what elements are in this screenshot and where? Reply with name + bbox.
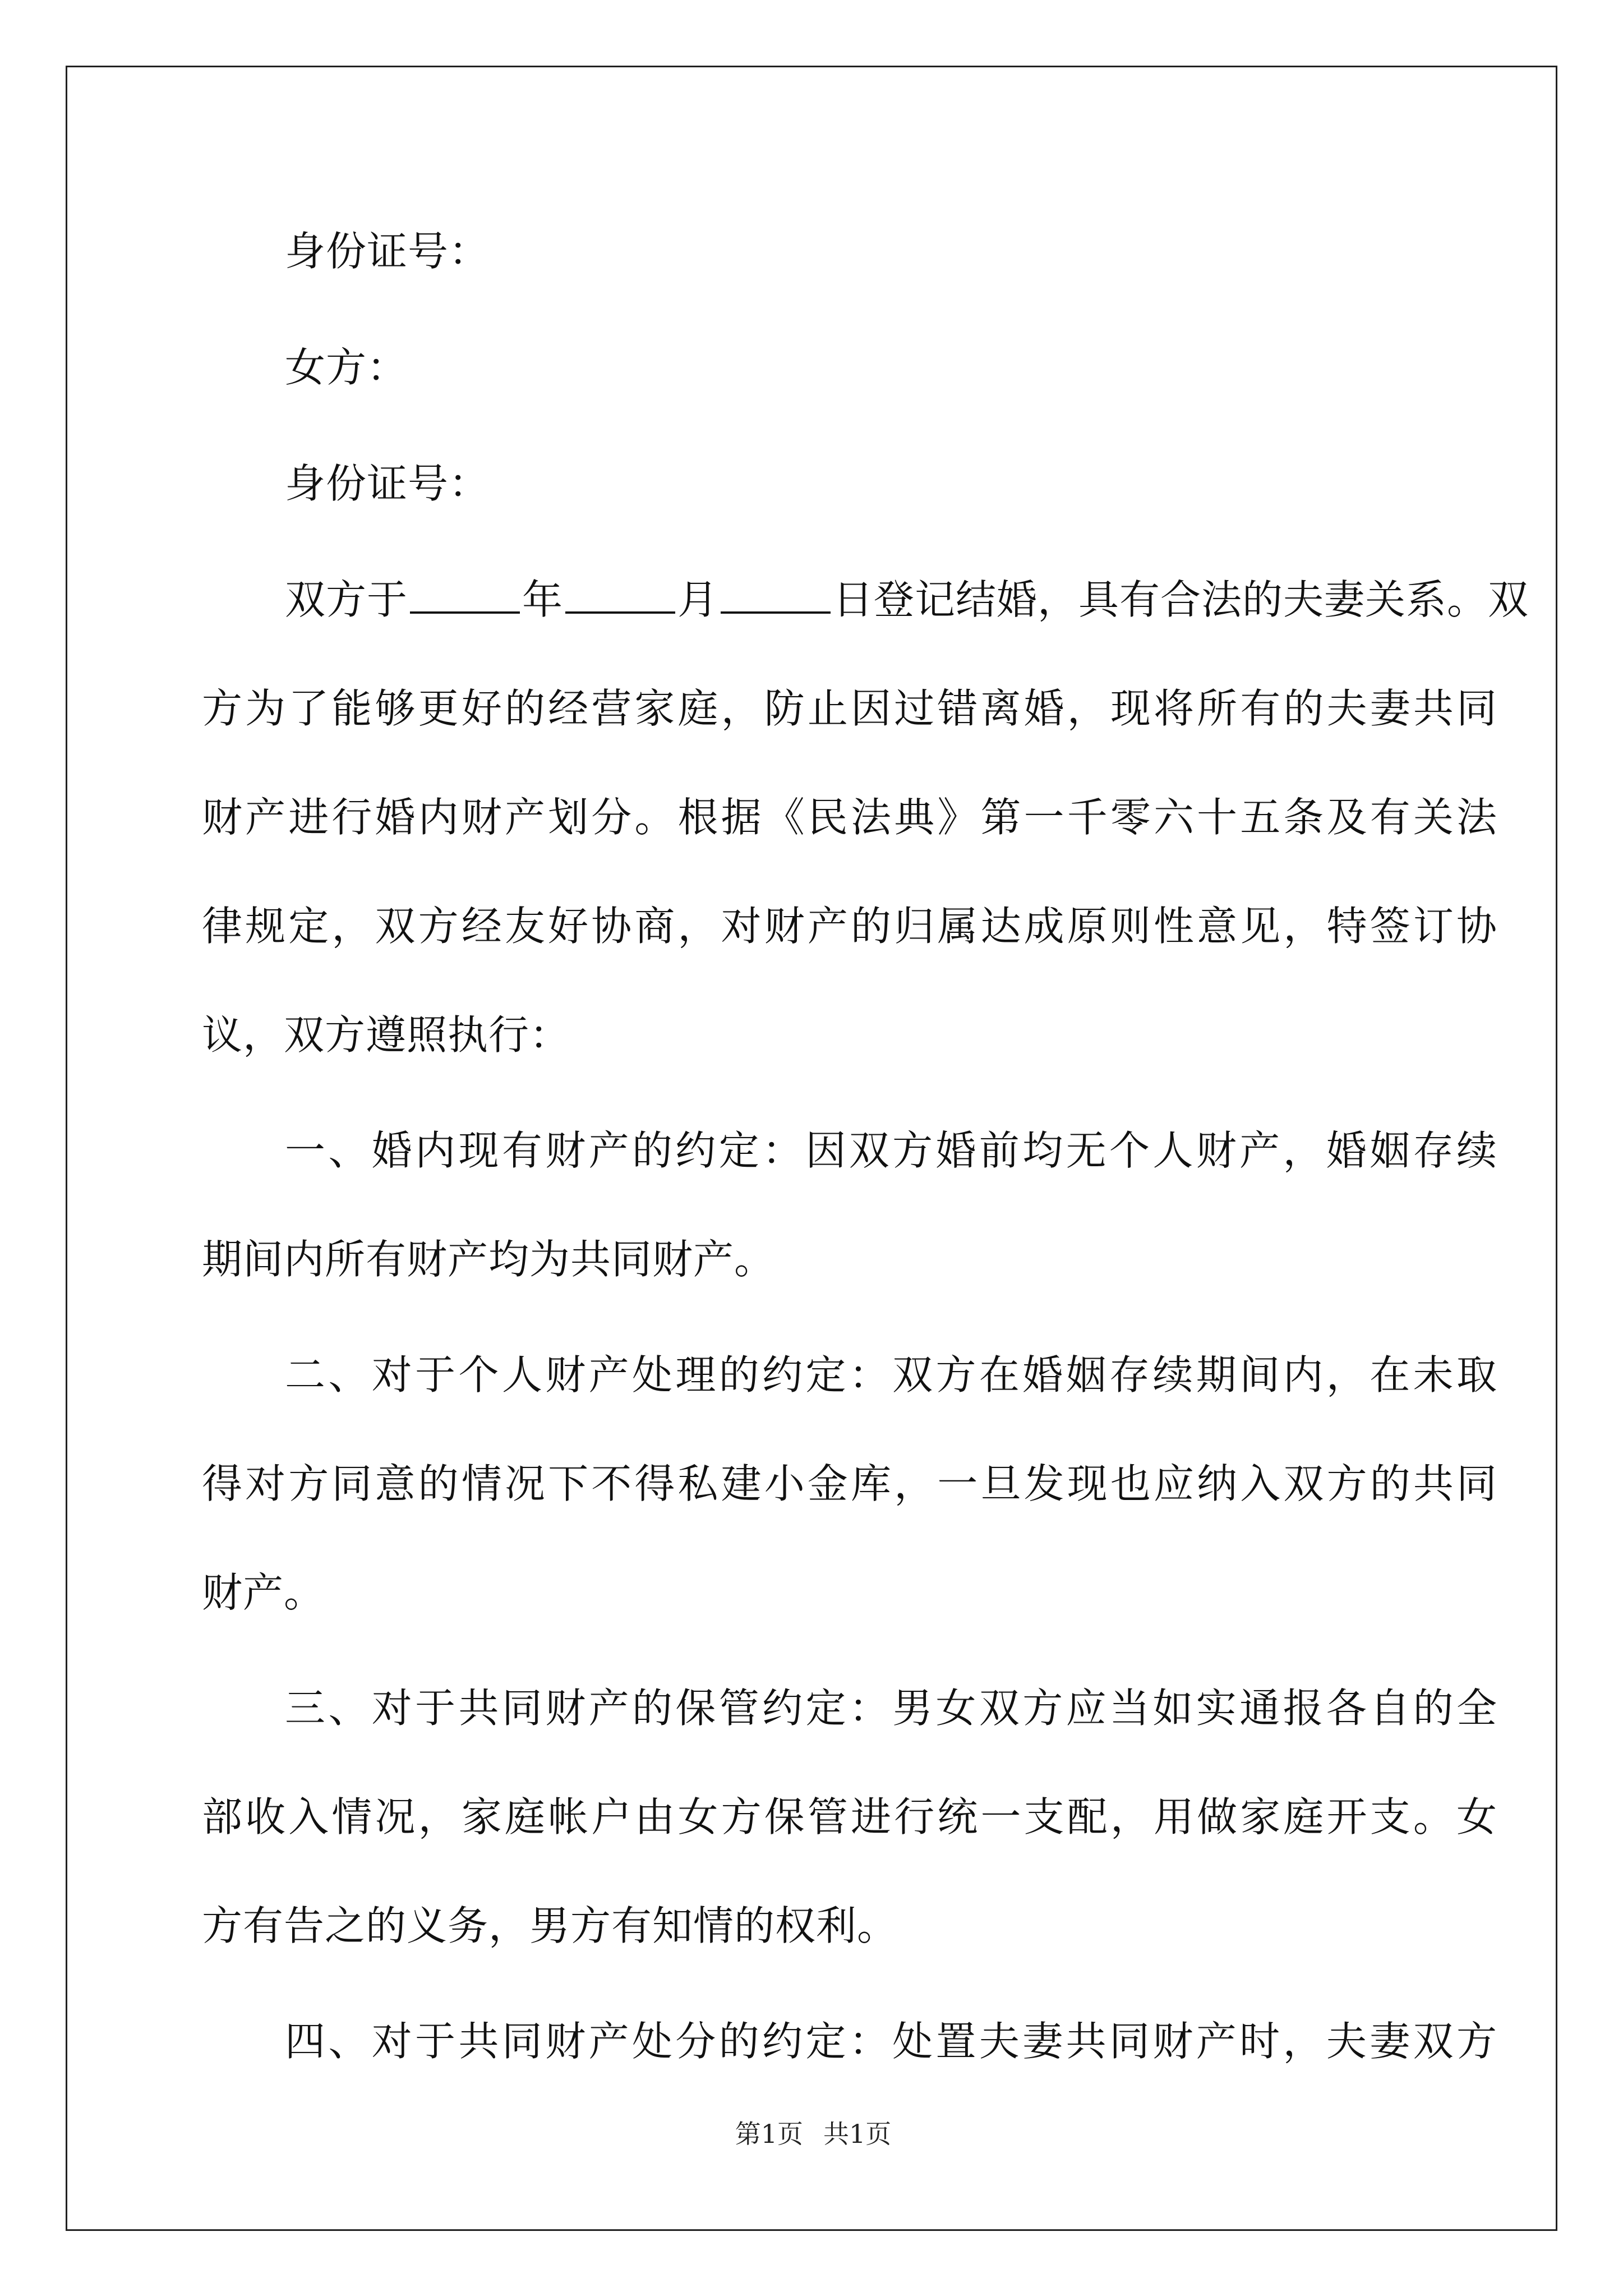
female-id-number-label: 身份证号： [285,460,490,507]
page-footer [67,2117,1559,2151]
clause-4-line: 四、对于共同财产处分的约定：处置夫妻共同财产时，夫妻双方 [285,2018,1497,2065]
month-label: 月 [677,576,719,623]
clause-1-line: 期间内所有财产均为共同财产。 [202,1236,776,1283]
month-blank [565,574,675,614]
page-number: 第1页 [735,2119,803,2149]
clause-2-line: 二、对于个人财产处理的约定：双方在婚姻存续期间内，在未取 [285,1351,1497,1398]
clause-3-line: 部收入情况，家庭帐户由女方保管进行统一支配，用做家庭开支。女 [202,1793,1497,1841]
year-blank [410,574,520,614]
clause-3-line: 方有告之的义务，男方有知情的权利。 [202,1902,898,1949]
day-and-clause: 日登记结婚，具有合法的夫妻关系。双 [833,576,1529,623]
clause-2-line: 得对方同意的情况下不得私建小金库，一旦发现也应纳入双方的共同 [202,1460,1497,1507]
paragraph-line: 财产进行婚内财产划分。根据《民法典》第一千零六十五条及有关法 [202,794,1497,841]
page-total: 共1页 [823,2119,892,2149]
paragraph-line: 方为了能够更好的经营家庭，防止因过错离婚，现将所有的夫妻共同 [202,685,1497,732]
female-party-label: 女方： [285,344,408,391]
clause-3-line: 三、对于共同财产的保管约定：男女双方应当如实通报各自的全 [285,1685,1497,1732]
page-frame [66,66,1557,2231]
male-id-number-label: 身份证号： [285,228,490,275]
marriage-date-line [202,569,1529,631]
marriage-date-prefix: 双方于 [285,576,408,623]
paragraph-line: 议，双方遵照执行： [202,1011,571,1059]
day-blank [721,574,831,614]
clause-1-line: 一、婚内现有财产的约定：因双方婚前均无个人财产，婚姻存续 [285,1127,1497,1174]
clause-2-line: 财产。 [202,1569,325,1616]
paragraph-line: 律规定，双方经友好协商，对财产的归属达成原则性意见，特签订协 [202,903,1497,950]
year-label: 年 [522,576,564,623]
